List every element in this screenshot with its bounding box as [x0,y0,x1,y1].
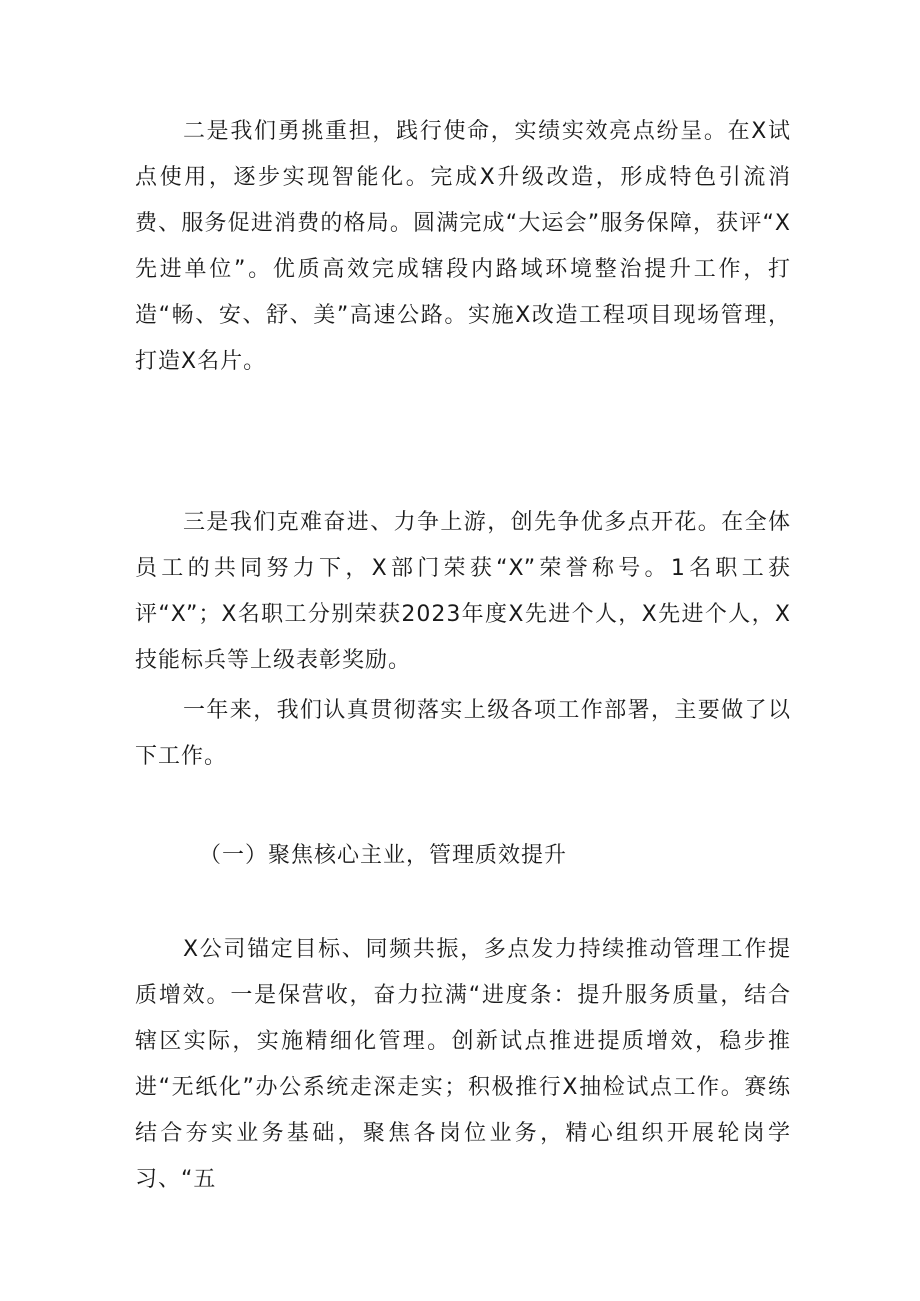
paragraph-year-summary: 一年来，我们认真贯彻落实上级各项工作部署，主要做了以下工作。 [135,698,791,769]
paragraph-achievements-two: 二是我们勇挑重担，践行使命，实绩实效亮点纷呈。在X试点使用，逐步实现智能化。完成X升级改造，形成特色引流消费、服务促进消费的格局。圆满完成“大运会”服务保障，获评“X先进单位”。优质高效完成辖段内路域环境整治提升工作，打造“畅、安、舒、美”高速公路。实施X改造工程项目现场管理，打造X名片。 [135,119,791,374]
paragraph-achievements-three: 三是我们克难奋进、力争上游，创先争优多点开花。在全体员工的共同努力下，X部门荣获“X”荣誉称号。1名职工获评“X”；X名职工分别荣获2023年度X先进个人，X先进个人，X技能标兵等上级表彰奖励。 [135,510,791,673]
section-heading-one: （一）聚焦核心主业，管理质效提升 [199,843,568,868]
paragraph-core-business: X公司锚定目标、同频共振，多点发力持续推动管理工作提质增效。一是保营收，奋力拉满“进度条：提升服务质量，结合辖区实际，实施精细化管理。创新试点推进提质增效，稳步推进“无纸化”办公系统走深走实；积极推行X抽检试点工作。赛练结合夯实业务基础，聚焦各岗位业务，精心组织开展轮岗学习、“五 [135,937,791,1192]
